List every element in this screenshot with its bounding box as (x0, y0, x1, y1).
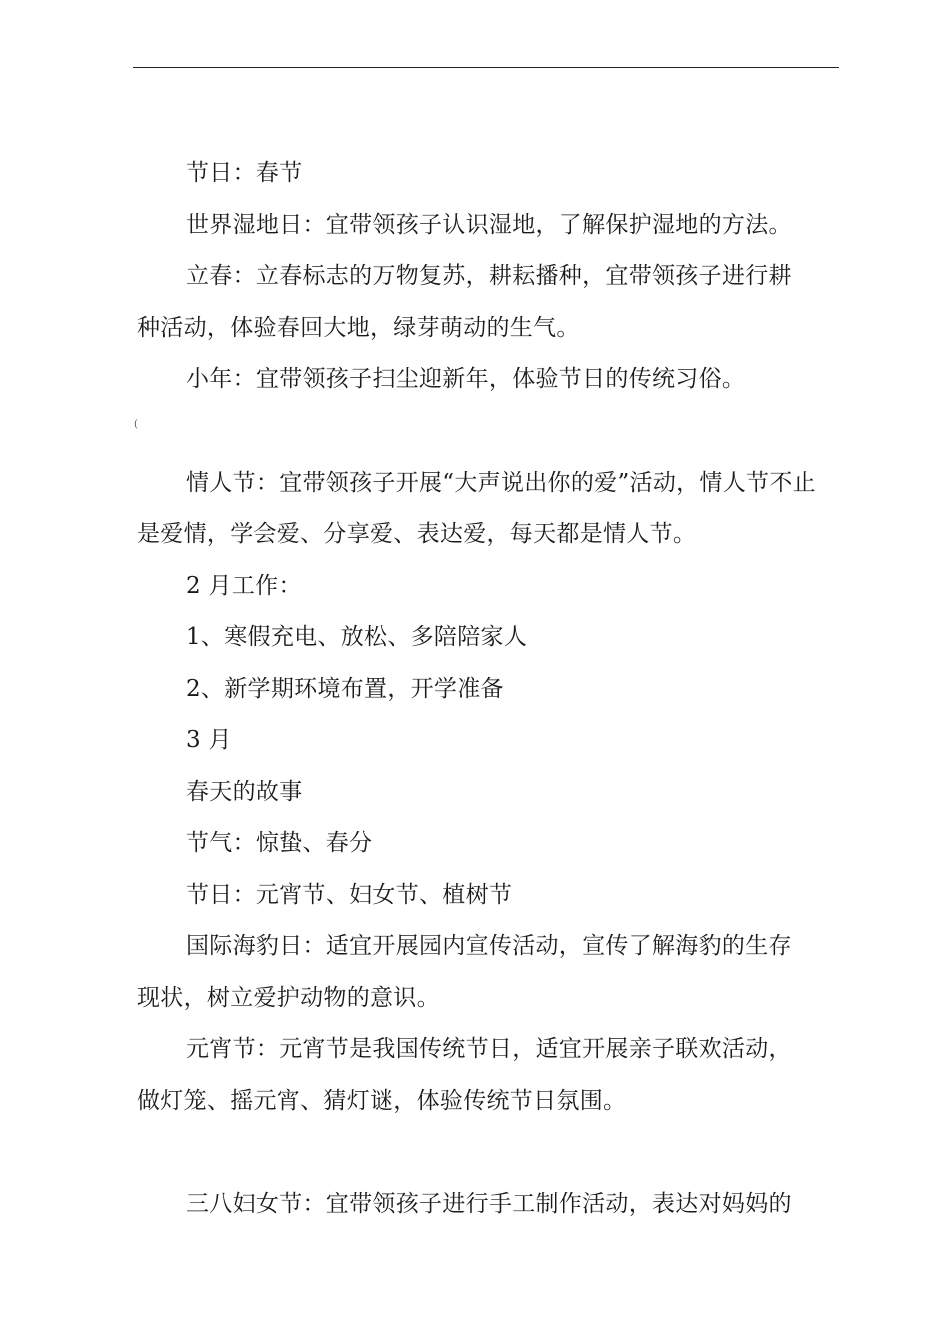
paragraph-seal-day-line2: 现状，树立爱护动物的意识。 (137, 984, 440, 1011)
heading-spring-story: 春天的故事 (186, 778, 303, 805)
paragraph-wetland-day: 世界湿地日：宜带领孩子认识湿地，了解保护湿地的方法。 (186, 211, 792, 238)
list-item-1: 1、寒假充电、放松、多陪陪家人 (186, 624, 528, 650)
paragraph-festivals-march: 节日：元宵节、妇女节、植树节 (186, 881, 513, 908)
stray-mark: ( (134, 418, 138, 430)
document-body (134, 148, 839, 1231)
paragraph-seal-day-line1: 国际海豹日：适宜开展园内宣传活动，宣传了解海豹的生存 (186, 933, 792, 959)
paragraph-xiaonian: 小年：宜带领孩子扫尘迎新年，体验节日的传统习俗。 (186, 366, 746, 392)
paragraph-womens-day: 三八妇女节：宜带领孩子进行手工制作活动，表达对妈妈的 (186, 1191, 792, 1217)
heading-march: 3 月 (186, 727, 232, 753)
paragraph-solar-terms: 节气：惊蛰、春分 (186, 830, 373, 856)
paragraph-valentine-line1: 情人节：宜带领孩子开展“大声说出你的爱”活动，情人节不止 (186, 469, 816, 496)
paragraph-festival-spring: 节日：春节 (186, 160, 303, 186)
blank-line (137, 1127, 839, 1179)
heading-feb-work: 2 月工作： (186, 572, 302, 599)
paragraph-lantern-line1: 元宵节：元宵节是我国传统节日，适宜开展亲子联欢活动， (186, 1036, 792, 1062)
list-item-2: 2、新学期环境布置，开学准备 (186, 675, 504, 702)
paragraph-lantern-line2: 做灯笼、摇元宵、猜灯谜，体验传统节日氛围。 (137, 1087, 627, 1114)
paragraph-valentine-line2: 是爱情，学会爱、分享爱、表达爱，每天都是情人节。 (137, 521, 697, 547)
blank-line (134, 406, 839, 458)
paragraph-lichun-line2: 种活动，体验春回大地，绿芽萌动的生气。 (137, 314, 580, 341)
paragraph-lichun-line1: 立春：立春标志的万物复苏，耕耘播种，宜带领孩子进行耕 (186, 263, 792, 289)
header-rule (133, 67, 839, 68)
